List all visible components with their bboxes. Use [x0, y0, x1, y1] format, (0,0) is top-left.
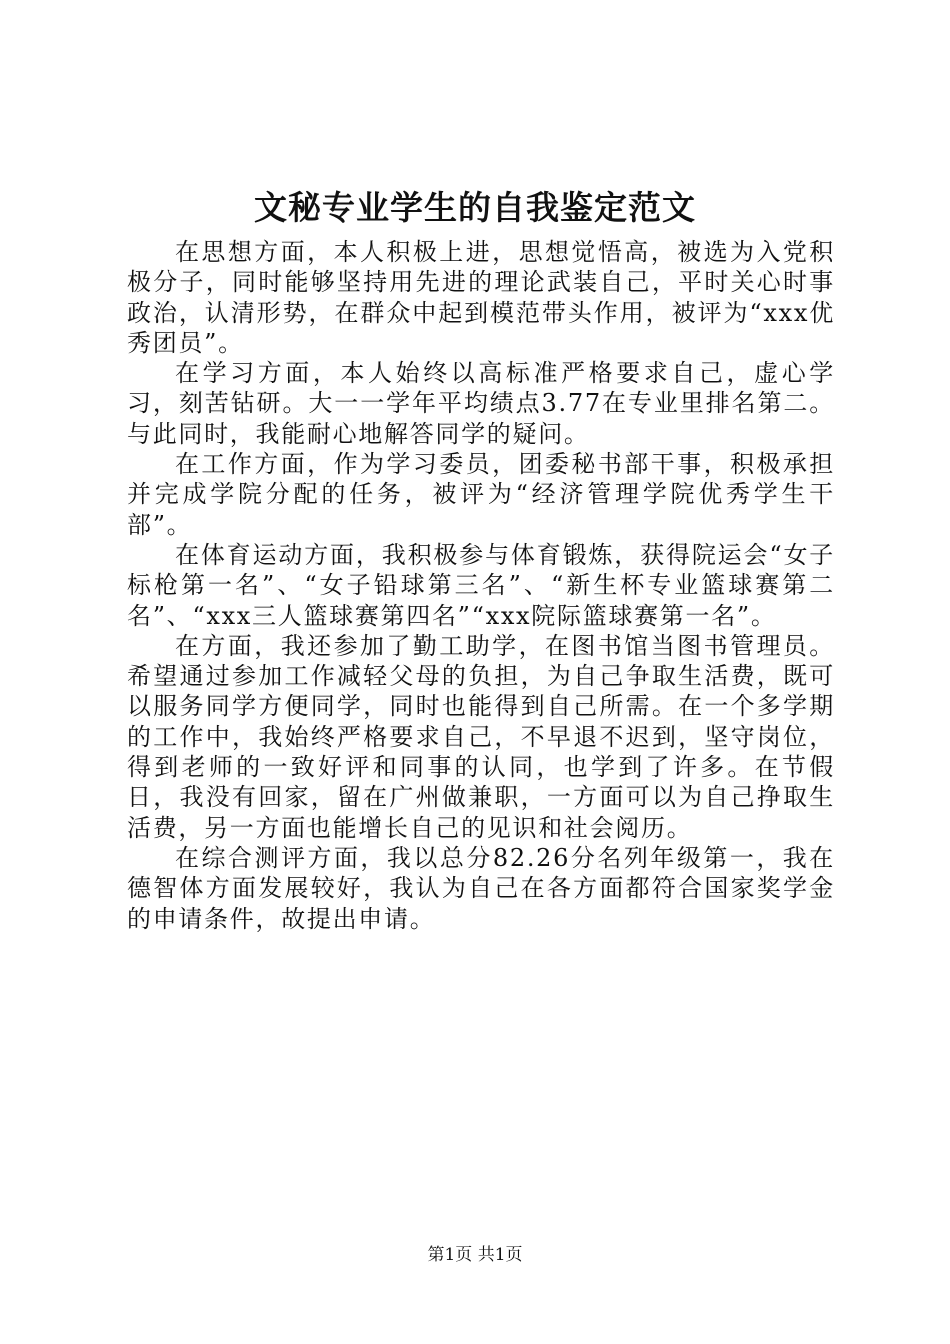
paragraph-sports: 在体育运动方面，我积极参与体育锻炼，获得院运会“女子标枪第一名”、“女子铅球第三名”、“新生杯专业篮球赛第二名”、“xxx三人篮球赛第四名”“xxx院际篮球赛第一名”。	[127, 540, 835, 630]
document-body	[127, 237, 835, 934]
paragraph-evaluation: 在综合测评方面，我以总分82.26分名列年级第一，我在德智体方面发展较好，我认为自己在各方面都符合国家奖学金的申请条件，故提出申请。	[127, 843, 835, 933]
paragraph-thought: 在思想方面，本人积极上进，思想觉悟高，被选为入党积极分子，同时能够坚持用先进的理论武装自己，平时关心时事政治，认清形势，在群众中起到模范带头作用，被评为“xxx优秀团员”。	[127, 238, 835, 357]
page-footer: 第1页 共1页	[427, 1245, 523, 1265]
document-title: 文秘专业学生的自我鉴定范文	[254, 188, 696, 227]
paragraph-work-study: 在方面，我还参加了勤工助学，在图书馆当图书管理员。希望通过参加工作减轻父母的负担，为自己争取生活费，既可以服务同学方便同学，同时也能得到自己所需。在一个多学期的工作中，我始终严格要求自己，不早退不迟到，坚守岗位，得到老师的一致好评和同事的认同，也学到了许多。在节假日，我没有回家，留在广州做兼职，一方面可以为自己挣取生活费，另一方面也能增长自己的见识和社会阅历。	[127, 631, 835, 842]
paragraph-study: 在学习方面，本人始终以高标准严格要求自己，虚心学习，刻苦钻研。大一一学年平均绩点3.77在专业里排名第二。与此同时，我能耐心地解答同学的疑问。	[127, 359, 835, 448]
paragraph-work: 在工作方面，作为学习委员，团委秘书部干事，积极承担并完成学院分配的任务，被评为“经济管理学院优秀学生干部”。	[127, 450, 835, 539]
